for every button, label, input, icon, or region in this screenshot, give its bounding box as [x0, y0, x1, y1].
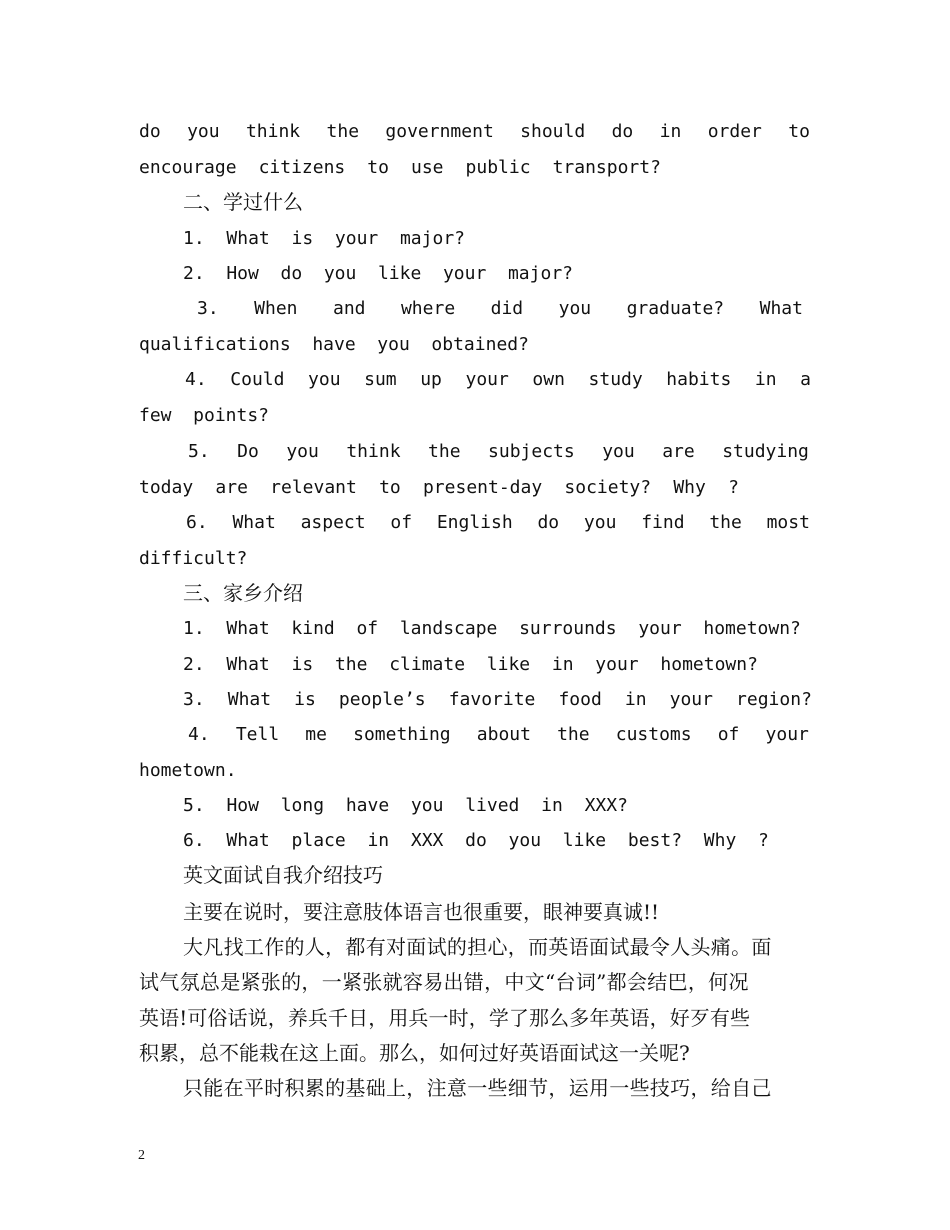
text-line: 积累，总不能栽在这上面。那么，如何过好英语面试这一关呢?: [139, 1041, 690, 1065]
word: about: [476, 724, 531, 745]
word: ?: [758, 830, 769, 851]
word: do: [280, 263, 303, 284]
word: relevant: [270, 477, 357, 498]
text-line: 英语!可俗话说，养兵千日，用兵一时，学了那么多年英语，好歹有些: [139, 1006, 751, 1030]
word: 1.: [183, 228, 205, 249]
word: the: [334, 654, 368, 675]
text-line: 大凡找工作的人，都有对面试的担心，而英语面试最令人头痛。面: [183, 935, 772, 959]
word: me: [305, 724, 327, 745]
word: 1.: [183, 618, 205, 639]
question-item: [183, 262, 573, 286]
word: something: [353, 724, 451, 745]
word: and: [332, 298, 366, 319]
word: most: [766, 512, 810, 533]
word: Could: [230, 369, 285, 390]
word: What: [226, 830, 270, 851]
word: 4.: [185, 369, 207, 390]
word: to: [788, 121, 810, 142]
word: you: [558, 298, 592, 319]
section-heading: 二、学过什么: [183, 190, 303, 214]
word: major?: [507, 263, 573, 284]
word: where: [400, 298, 456, 319]
word: Tell: [235, 724, 280, 745]
word: 5.: [188, 441, 210, 462]
word: subjects: [488, 441, 575, 462]
word: your: [638, 618, 682, 639]
question-item: [188, 440, 809, 464]
word: the: [557, 724, 590, 745]
word: How: [226, 263, 259, 284]
word: of: [356, 618, 379, 639]
word: studying: [722, 441, 809, 462]
word: surrounds: [519, 618, 617, 639]
word: 6.: [186, 512, 208, 533]
question-item: [183, 829, 769, 853]
word: food: [558, 689, 602, 710]
question-item: [185, 368, 811, 392]
word: English: [436, 512, 513, 533]
word: do: [139, 121, 161, 142]
word: the: [709, 512, 742, 533]
word: do: [465, 830, 487, 851]
word: aspect: [300, 512, 366, 533]
word: order: [707, 121, 762, 142]
question-item: [186, 511, 810, 535]
word: hometown?: [703, 618, 801, 639]
word: have: [312, 334, 356, 355]
word: 2.: [183, 654, 205, 675]
word: own: [532, 369, 565, 390]
word: customs: [615, 724, 692, 745]
word: 3.: [183, 689, 205, 710]
text-line: [139, 333, 529, 357]
word: you: [286, 441, 319, 462]
word: are: [215, 477, 248, 498]
word: people’s: [338, 689, 426, 710]
word: your: [334, 228, 379, 249]
word: your: [595, 654, 639, 675]
word: a: [800, 369, 811, 390]
word: the: [326, 121, 360, 142]
word: your: [442, 263, 487, 284]
word: up: [420, 369, 442, 390]
word: Do: [237, 441, 259, 462]
word: think: [245, 121, 301, 142]
word: long: [280, 795, 325, 816]
word: in: [659, 121, 682, 142]
question-item: [188, 723, 809, 747]
word: society?: [564, 477, 652, 498]
word: hometown?: [660, 654, 758, 675]
word: you: [410, 795, 444, 816]
word: like: [486, 654, 531, 675]
word: graduate?: [626, 298, 725, 319]
word: landscape: [399, 618, 498, 639]
word: your: [669, 689, 713, 710]
word: to: [367, 157, 389, 178]
word: few: [139, 405, 172, 426]
word: Why: [703, 830, 737, 851]
text-line: hometown.: [139, 760, 237, 781]
word: like: [562, 830, 607, 851]
word: is: [294, 689, 316, 710]
word: the: [428, 441, 461, 462]
word: of: [717, 724, 740, 745]
word: use: [410, 157, 444, 178]
word: in: [624, 689, 647, 710]
word: to: [379, 477, 401, 498]
word: is: [291, 654, 314, 675]
word: XXX: [410, 830, 444, 851]
section-heading: 三、家乡介绍: [183, 581, 303, 605]
word: of: [390, 512, 413, 533]
text-line: [139, 120, 810, 144]
word: major?: [399, 228, 465, 249]
text-line: [139, 404, 269, 428]
question-item: [183, 227, 465, 251]
question-item: [197, 297, 803, 321]
word: climate: [389, 654, 466, 675]
text-line: 只能在平时积累的基础上，注意一些细节，运用一些技巧，给自己: [183, 1076, 772, 1100]
word: Why: [673, 477, 706, 498]
word: transport?: [552, 157, 661, 178]
word: do: [537, 512, 560, 533]
word: citizens: [258, 157, 346, 178]
word: in: [551, 654, 574, 675]
text-line: 试气氛总是紧张的，一紧张就容易出错，中文“台词”都会结巴，何况: [139, 970, 749, 994]
word: What: [226, 228, 270, 249]
text-line: [139, 476, 739, 500]
question-item: [183, 653, 758, 677]
word: 2.: [183, 263, 205, 284]
word: points?: [193, 405, 269, 426]
word: did: [490, 298, 524, 319]
word: present-day: [422, 477, 543, 498]
word: sum: [364, 369, 397, 390]
word: are: [662, 441, 695, 462]
word: 5.: [183, 795, 205, 816]
question-item: [183, 617, 801, 641]
word: What: [226, 618, 270, 639]
word: What: [759, 298, 803, 319]
word: in: [541, 795, 563, 816]
word: place: [291, 830, 346, 851]
question-item: [183, 688, 812, 712]
word: habits: [666, 369, 732, 390]
word: you: [508, 830, 542, 851]
word: government: [385, 121, 494, 142]
word: ?: [728, 477, 739, 498]
word: lived: [465, 795, 520, 816]
word: you: [377, 334, 410, 355]
heading-line: 英文面试自我介绍技巧: [183, 863, 383, 887]
word: think: [346, 441, 401, 462]
word: you: [323, 263, 357, 284]
word: What: [232, 512, 276, 533]
word: qualifications: [139, 334, 291, 355]
word: you: [187, 121, 220, 142]
word: today: [139, 477, 194, 498]
word: obtained?: [431, 334, 529, 355]
word: you: [602, 441, 635, 462]
word: XXX?: [584, 795, 628, 816]
text-line: [139, 156, 810, 180]
word: favorite: [448, 689, 536, 710]
word: in: [367, 830, 390, 851]
word: study: [588, 369, 643, 390]
word: 3.: [197, 298, 219, 319]
word: best?: [627, 830, 683, 851]
text-line: difficult?: [139, 548, 248, 569]
word: What: [227, 689, 272, 710]
word: have: [345, 795, 390, 816]
word: What: [226, 654, 270, 675]
word: public: [465, 157, 531, 178]
word: find: [641, 512, 685, 533]
word: is: [291, 228, 314, 249]
word: region?: [736, 689, 812, 710]
word: your: [765, 724, 809, 745]
page-number: 2: [138, 1148, 145, 1163]
word: you: [308, 369, 341, 390]
word: kind: [291, 618, 335, 639]
word: When: [254, 298, 298, 319]
text-line: 主要在说时，要注意肢体语言也很重要，眼神要真诚!!: [183, 900, 660, 924]
word: 4.: [188, 724, 210, 745]
word: you: [583, 512, 617, 533]
question-item: [183, 794, 628, 818]
word: your: [465, 369, 509, 390]
word: encourage: [139, 157, 237, 178]
word: should: [520, 121, 586, 142]
word: in: [754, 369, 777, 390]
word: How: [226, 795, 259, 816]
word: 6.: [183, 830, 205, 851]
word: like: [377, 263, 422, 284]
word: do: [611, 121, 634, 142]
